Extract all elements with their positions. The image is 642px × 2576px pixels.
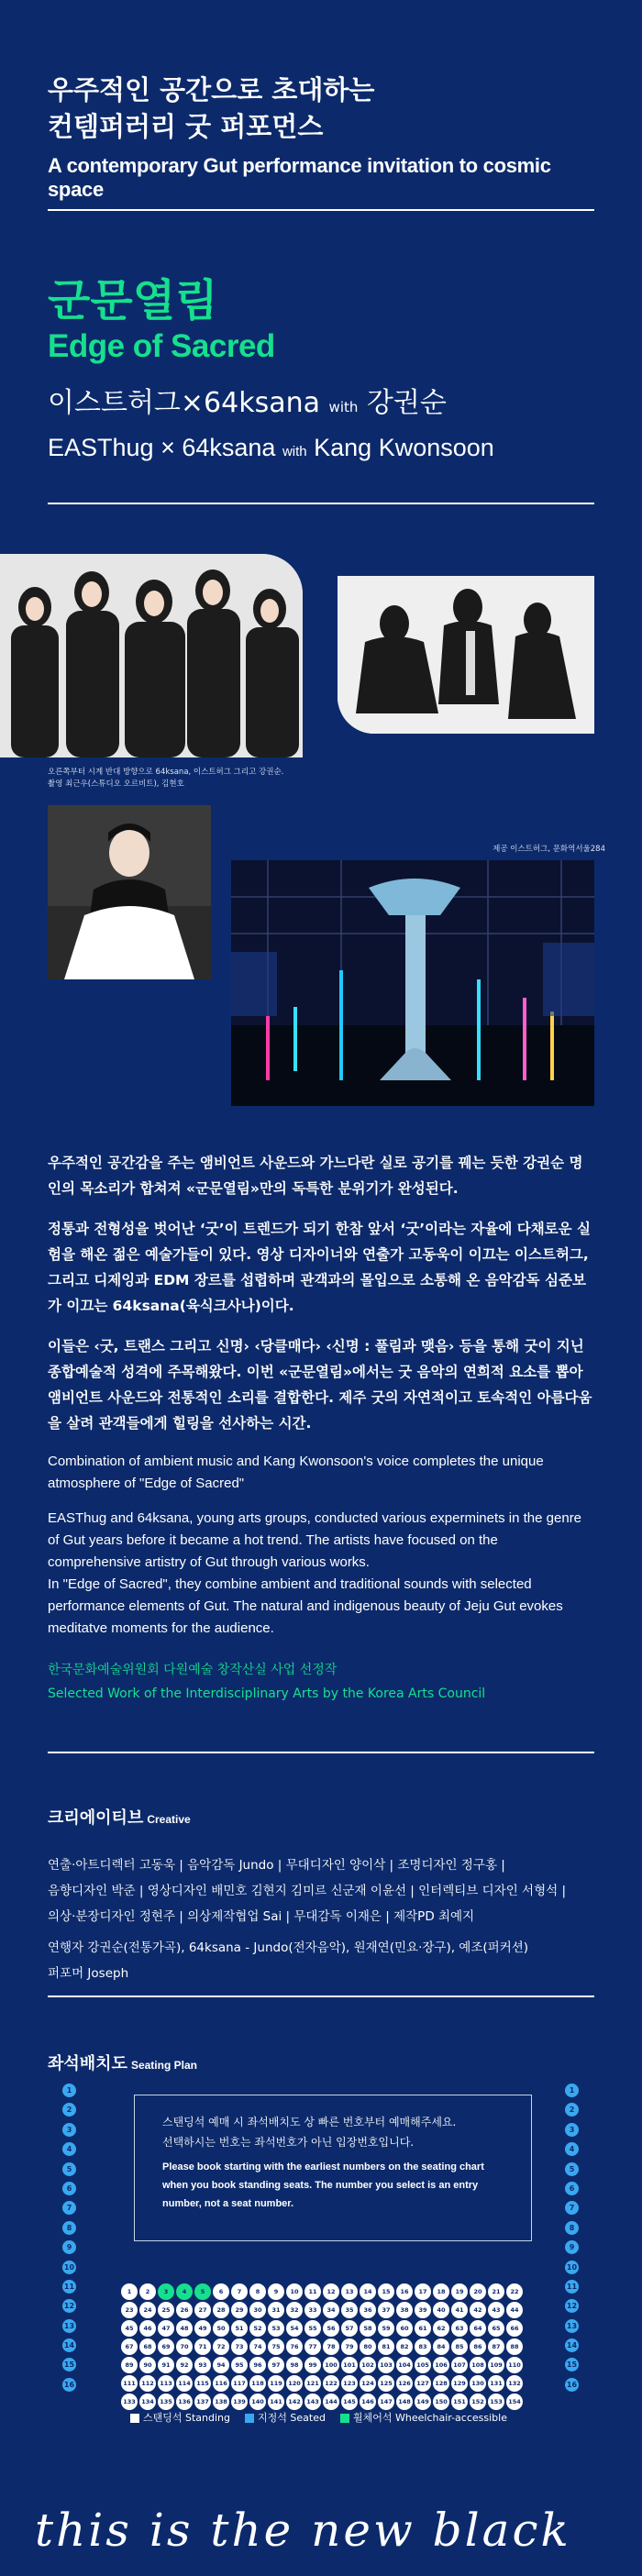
legend-standing-label-en: Standing bbox=[185, 2412, 231, 2424]
row-number: 11 bbox=[565, 2280, 579, 2294]
seat[interactable]: 123 bbox=[341, 2375, 358, 2392]
seat[interactable]: 98 bbox=[286, 2357, 303, 2373]
seat[interactable]: 65 bbox=[488, 2320, 504, 2337]
seated-swatch bbox=[245, 2414, 254, 2423]
seat[interactable]: 132 bbox=[506, 2375, 523, 2392]
seat[interactable]: 32 bbox=[286, 2302, 303, 2318]
legend-wheel-label: 휠체어석 bbox=[352, 2412, 393, 2424]
row-numbers-left bbox=[62, 2084, 79, 2397]
award-note-ko: 한국문화예술위원회 다원예술 창작산실 사업 선정작 bbox=[48, 1663, 338, 1677]
seat[interactable]: 3 bbox=[158, 2283, 174, 2300]
seat[interactable]: 53 bbox=[268, 2320, 284, 2337]
credits-line: 의상·분장디자인 정현주 | 의상제작협업 Sai | 무대감독 이재은 | 제작PD 최예지 bbox=[48, 1909, 475, 1924]
seat[interactable]: 15 bbox=[378, 2283, 394, 2300]
seat[interactable]: 146 bbox=[360, 2394, 376, 2410]
seat[interactable]: 39 bbox=[415, 2302, 431, 2318]
artist-ko-main: 이스트허그×64ksana bbox=[48, 387, 320, 419]
seat[interactable]: 140 bbox=[249, 2394, 266, 2410]
seat[interactable]: 129 bbox=[451, 2375, 468, 2392]
description-p2: 정통과 전형성을 벗어난 ‘굿’이 트렌드가 되기 한참 앞서 ‘굿’이라는 자율에 다채로운 실험을 해온 젊은 예술가들이 있다. 영상 디자이너와 연출가 고동욱이 이끄는 이스트허그, 그리고 디제잉과 EDM 장르를 섭렵하며 관객과의 몰입으로 소통해 온 음악감독 심준보가 이끄는 64ksana(육식크사나)이다. bbox=[48, 1221, 591, 1314]
seat[interactable]: 67 bbox=[121, 2338, 138, 2355]
seating-notice bbox=[134, 2095, 532, 2241]
seat-row bbox=[121, 2375, 552, 2392]
seat[interactable]: 94 bbox=[213, 2357, 229, 2373]
portrait-photo bbox=[48, 805, 211, 979]
seat[interactable]: 143 bbox=[304, 2394, 321, 2410]
row-number: 16 bbox=[62, 2378, 76, 2392]
credits-line: 음향디자인 박준 | 영상디자인 배민호 김현지 김미르 신군재 이윤선 | 인터렉티브 디자인 서형석 | bbox=[48, 1884, 566, 1898]
row-number: 2 bbox=[62, 2103, 76, 2117]
seat[interactable]: 125 bbox=[378, 2375, 394, 2392]
seat[interactable]: 136 bbox=[176, 2394, 193, 2410]
seat[interactable]: 138 bbox=[213, 2394, 229, 2410]
work-info bbox=[48, 275, 594, 470]
notice-en: Please book starting with the earliest numbers on the seating chart when you book standing seats. The number you select is an entry number, not a seat number. bbox=[162, 2161, 484, 2209]
seat[interactable]: 21 bbox=[488, 2283, 504, 2300]
seat[interactable]: 9 bbox=[268, 2283, 284, 2300]
seat[interactable]: 152 bbox=[470, 2394, 486, 2410]
description-p3: 이들은 ‹굿, 트랜스 그리고 신명› ‹당클매다› ‹신명 : 풀림과 맺음› 등을 통해 굿이 지닌 종합예술적 성격에 주목해왔다. 이번 «군문열림»에서는 굿 음악의 연희적 요소를 뽑아 앰비언트 사운드와 전통적인 소리를 결합한다. 제주 굿의 자연적이고 토속적인 아름다움을 살려 관객들에게 힐링을 선사하는 시간. bbox=[48, 1338, 592, 1432]
photo-caption-right: 제공 이스트허그, 문화역서울284 bbox=[493, 845, 605, 854]
seat[interactable]: 79 bbox=[341, 2338, 358, 2355]
row-number: 10 bbox=[62, 2261, 76, 2274]
row-number: 16 bbox=[565, 2378, 579, 2392]
row-number: 14 bbox=[565, 2338, 579, 2352]
seat[interactable]: 54 bbox=[286, 2320, 303, 2337]
row-number: 1 bbox=[565, 2084, 579, 2097]
row-number: 7 bbox=[62, 2201, 76, 2215]
divider bbox=[48, 1996, 594, 1997]
creative-title bbox=[48, 1805, 191, 1829]
work-title-en: Edge of Sacred bbox=[48, 328, 275, 364]
credits-line: 퍼포머 Joseph bbox=[48, 1966, 129, 1981]
row-number: 12 bbox=[62, 2299, 76, 2313]
seat[interactable]: 76 bbox=[286, 2338, 303, 2355]
seat[interactable]: 87 bbox=[488, 2338, 504, 2355]
seat[interactable]: 74 bbox=[249, 2338, 266, 2355]
credits-list bbox=[48, 1852, 598, 1986]
seat[interactable]: 80 bbox=[360, 2338, 376, 2355]
seat[interactable]: 55 bbox=[304, 2320, 321, 2337]
seat[interactable]: 63 bbox=[451, 2320, 468, 2337]
seat[interactable]: 78 bbox=[323, 2338, 339, 2355]
seat[interactable]: 112 bbox=[139, 2375, 156, 2392]
seat[interactable]: 60 bbox=[396, 2320, 413, 2337]
seat[interactable]: 128 bbox=[433, 2375, 449, 2392]
row-number: 9 bbox=[565, 2240, 579, 2254]
seat[interactable]: 16 bbox=[396, 2283, 413, 2300]
seat[interactable]: 46 bbox=[139, 2320, 156, 2337]
seat[interactable]: 153 bbox=[488, 2394, 504, 2410]
seat[interactable]: 27 bbox=[194, 2302, 211, 2318]
seat[interactable]: 12 bbox=[323, 2283, 339, 2300]
seat[interactable]: 4 bbox=[176, 2283, 193, 2300]
seat[interactable]: 85 bbox=[451, 2338, 468, 2355]
row-number: 3 bbox=[565, 2123, 579, 2137]
seat[interactable]: 130 bbox=[470, 2375, 486, 2392]
seat[interactable]: 48 bbox=[176, 2320, 193, 2337]
row-number: 8 bbox=[62, 2221, 76, 2235]
seat[interactable]: 30 bbox=[249, 2302, 266, 2318]
notice-ko-1: 스탠딩석 예매 시 좌석배치도 상 빠른 번호부터 예매해주세요. bbox=[162, 2116, 457, 2128]
seat[interactable]: 18 bbox=[433, 2283, 449, 2300]
seat[interactable]: 19 bbox=[451, 2283, 468, 2300]
tagline bbox=[28, 2493, 614, 2566]
seat[interactable]: 91 bbox=[158, 2357, 174, 2373]
seat[interactable]: 29 bbox=[231, 2302, 248, 2318]
row-number: 14 bbox=[62, 2338, 76, 2352]
legend-wheel-label-en: Wheelchair-accessible bbox=[395, 2412, 507, 2424]
seat[interactable]: 134 bbox=[139, 2394, 156, 2410]
legend-wheel bbox=[340, 2410, 507, 2425]
award-note-en: Selected Work of the Interdisciplinary Arts by the Korea Arts Council bbox=[48, 1686, 486, 1701]
seat[interactable]: 119 bbox=[268, 2375, 284, 2392]
seating-plan bbox=[48, 2084, 594, 2432]
seat[interactable]: 121 bbox=[304, 2375, 321, 2392]
photo-caption-left: 오른쪽부터 시계 반대 방향으로 64ksana, 이스트허그 그리고 강권순. 촬영 최근우(스튜디오 오르비트), 김현호 bbox=[48, 768, 284, 789]
seat[interactable]: 20 bbox=[470, 2283, 486, 2300]
seat[interactable]: 1 bbox=[121, 2283, 138, 2300]
row-number: 3 bbox=[62, 2123, 76, 2137]
seat[interactable]: 116 bbox=[213, 2375, 229, 2392]
seat[interactable]: 47 bbox=[158, 2320, 174, 2337]
row-number: 15 bbox=[565, 2358, 579, 2371]
seat-row bbox=[121, 2283, 552, 2300]
seat[interactable]: 118 bbox=[249, 2375, 266, 2392]
tagline-script bbox=[28, 2493, 614, 2566]
seat[interactable]: 69 bbox=[158, 2338, 174, 2355]
row-number: 12 bbox=[565, 2299, 579, 2313]
work-title-ko: 군문열림 bbox=[48, 275, 218, 326]
seat[interactable]: 23 bbox=[121, 2302, 138, 2318]
seat[interactable]: 51 bbox=[231, 2320, 248, 2337]
seat[interactable]: 8 bbox=[249, 2283, 266, 2300]
seat[interactable]: 22 bbox=[506, 2283, 523, 2300]
seat[interactable]: 149 bbox=[415, 2394, 431, 2410]
wheelchair-swatch bbox=[340, 2414, 349, 2423]
divider bbox=[48, 503, 594, 504]
seat[interactable]: 56 bbox=[323, 2320, 339, 2337]
seat[interactable]: 82 bbox=[396, 2338, 413, 2355]
divider bbox=[48, 209, 594, 211]
seat[interactable]: 58 bbox=[360, 2320, 376, 2337]
seat[interactable]: 25 bbox=[158, 2302, 174, 2318]
seat[interactable]: 84 bbox=[433, 2338, 449, 2355]
tagline-text: this is the new black bbox=[35, 2504, 571, 2557]
seat[interactable]: 66 bbox=[506, 2320, 523, 2337]
creative-title-en: Creative bbox=[147, 1813, 191, 1826]
row-number: 10 bbox=[565, 2261, 579, 2274]
seat[interactable]: 44 bbox=[506, 2302, 523, 2318]
seat[interactable]: 110 bbox=[506, 2357, 523, 2373]
seat[interactable]: 26 bbox=[176, 2302, 193, 2318]
legend-standing bbox=[130, 2410, 230, 2425]
seat[interactable]: 45 bbox=[121, 2320, 138, 2337]
seat[interactable]: 131 bbox=[488, 2375, 504, 2392]
seat[interactable]: 73 bbox=[231, 2338, 248, 2355]
seat[interactable]: 17 bbox=[415, 2283, 431, 2300]
seat[interactable]: 133 bbox=[121, 2394, 138, 2410]
seat[interactable]: 147 bbox=[378, 2394, 394, 2410]
seat[interactable]: 11 bbox=[304, 2283, 321, 2300]
credits-line: 연출·아트디렉터 고동욱 | 음악감독 Jundo | 무대디자인 양이삭 | 조명디자인 정구홍 | bbox=[48, 1858, 505, 1873]
seat[interactable]: 34 bbox=[323, 2302, 339, 2318]
seat[interactable]: 105 bbox=[415, 2357, 431, 2373]
seat[interactable]: 97 bbox=[268, 2357, 284, 2373]
seat[interactable]: 61 bbox=[415, 2320, 431, 2337]
seating-legend bbox=[130, 2410, 507, 2425]
seat[interactable]: 120 bbox=[286, 2375, 303, 2392]
seat[interactable]: 57 bbox=[341, 2320, 358, 2337]
group-photo-five bbox=[0, 554, 303, 757]
seat[interactable]: 108 bbox=[470, 2357, 486, 2373]
row-number: 1 bbox=[62, 2084, 76, 2097]
stage-photo bbox=[231, 860, 594, 1106]
seat-row bbox=[121, 2302, 552, 2318]
legend-standing-label: 스탠딩석 bbox=[143, 2412, 183, 2424]
seat[interactable]: 14 bbox=[360, 2283, 376, 2300]
seat[interactable]: 83 bbox=[415, 2338, 431, 2355]
seat[interactable]: 59 bbox=[378, 2320, 394, 2337]
seat[interactable]: 40 bbox=[433, 2302, 449, 2318]
artist-en-main: EASThug × 64ksana bbox=[48, 434, 276, 461]
seat[interactable]: 127 bbox=[415, 2375, 431, 2392]
seat[interactable]: 41 bbox=[451, 2302, 468, 2318]
seat[interactable]: 42 bbox=[470, 2302, 486, 2318]
notice-ko-2: 선택하시는 번호는 좌석번호가 아닌 입장번호입니다. bbox=[162, 2136, 415, 2149]
seat[interactable]: 35 bbox=[341, 2302, 358, 2318]
seat[interactable]: 88 bbox=[506, 2338, 523, 2355]
seat[interactable]: 7 bbox=[231, 2283, 248, 2300]
seat[interactable]: 148 bbox=[396, 2394, 413, 2410]
artist-ko-guest: 강권순 bbox=[366, 387, 447, 419]
hero bbox=[48, 72, 594, 202]
seat[interactable]: 113 bbox=[158, 2375, 174, 2392]
artist-en bbox=[48, 429, 594, 470]
seat[interactable]: 145 bbox=[341, 2394, 358, 2410]
row-number: 13 bbox=[62, 2319, 76, 2333]
seat[interactable]: 150 bbox=[433, 2394, 449, 2410]
divider bbox=[48, 1752, 594, 1753]
seat[interactable]: 10 bbox=[286, 2283, 303, 2300]
seat[interactable]: 36 bbox=[360, 2302, 376, 2318]
seat[interactable]: 92 bbox=[176, 2357, 193, 2373]
seat[interactable]: 101 bbox=[341, 2357, 358, 2373]
seat-row bbox=[121, 2357, 552, 2373]
seat[interactable]: 122 bbox=[323, 2375, 339, 2392]
credits-line: 연행자 강권순(전통가곡), 64ksana - Jundo(전자음악), 원재연(민요·장구), 예조(퍼커션) bbox=[48, 1940, 529, 1955]
seat[interactable]: 106 bbox=[433, 2357, 449, 2373]
seat[interactable]: 96 bbox=[249, 2357, 266, 2373]
seat[interactable]: 2 bbox=[139, 2283, 156, 2300]
row-number: 5 bbox=[62, 2162, 76, 2176]
seat[interactable]: 24 bbox=[139, 2302, 156, 2318]
seat[interactable]: 52 bbox=[249, 2320, 266, 2337]
hero-title-ko: 우주적인 공간으로 초대하는 컨템퍼러리 굿 퍼포먼스 bbox=[48, 74, 375, 142]
seat[interactable]: 90 bbox=[139, 2357, 156, 2373]
seat[interactable]: 89 bbox=[121, 2357, 138, 2373]
row-number: 15 bbox=[62, 2358, 76, 2371]
seat[interactable]: 137 bbox=[194, 2394, 211, 2410]
seating-title-ko: 좌석배치도 bbox=[48, 2054, 127, 2073]
artist-en-guest: Kang Kwonsoon bbox=[314, 434, 494, 461]
row-numbers-right bbox=[565, 2084, 581, 2397]
row-number: 13 bbox=[565, 2319, 579, 2333]
description-p1: 우주적인 공간감을 주는 앰비언트 사운드와 가느다란 실로 공기를 꿰는 듯한 강권순 명인의 목소리가 합쳐져 «군문열림»만의 독특한 분위기가 완성된다. bbox=[48, 1155, 583, 1197]
seat[interactable]: 13 bbox=[341, 2283, 358, 2300]
seat[interactable]: 37 bbox=[378, 2302, 394, 2318]
seat[interactable]: 77 bbox=[304, 2338, 321, 2355]
seat[interactable]: 102 bbox=[360, 2357, 376, 2373]
seat[interactable]: 71 bbox=[194, 2338, 211, 2355]
seat[interactable]: 104 bbox=[396, 2357, 413, 2373]
artist-ko bbox=[48, 385, 594, 426]
seat[interactable]: 86 bbox=[470, 2338, 486, 2355]
seat[interactable]: 154 bbox=[506, 2394, 523, 2410]
seat[interactable]: 135 bbox=[158, 2394, 174, 2410]
seat[interactable]: 100 bbox=[323, 2357, 339, 2373]
row-number: 4 bbox=[565, 2142, 579, 2156]
seat[interactable]: 72 bbox=[213, 2338, 229, 2355]
description-en1: Combination of ambient music and Kang Kwonsoon's voice completes the unique atmosphere of "Edge of Sacred" bbox=[48, 1454, 544, 1491]
seat[interactable]: 50 bbox=[213, 2320, 229, 2337]
seat[interactable]: 33 bbox=[304, 2302, 321, 2318]
seat[interactable]: 81 bbox=[378, 2338, 394, 2355]
legend-seated-label: 지정석 bbox=[258, 2412, 287, 2424]
seat[interactable]: 126 bbox=[396, 2375, 413, 2392]
hero-title-en: A contemporary Gut performance invitation to cosmic space bbox=[48, 154, 551, 201]
seat[interactable]: 93 bbox=[194, 2357, 211, 2373]
seating-title bbox=[48, 2051, 197, 2074]
row-number: 11 bbox=[62, 2280, 76, 2294]
seat[interactable]: 107 bbox=[451, 2357, 468, 2373]
artist-en-with: with bbox=[282, 444, 307, 459]
seat-row bbox=[121, 2394, 552, 2410]
seat[interactable]: 151 bbox=[451, 2394, 468, 2410]
description-en2: EASThug and 64ksana, young arts groups, conducted various experminets in the genre of Gut years before it became a hot trend. The artists have focused on the comprehensive artistry of Gut through various works. In "Edge of Sacred", they combine ambient and traditional sounds with selected performance elements of Gut. The natural and indigenous beauty of Jeju Gut evokes meditatve moments for the audience. bbox=[48, 1510, 582, 1636]
legend-seated-label-en: Seated bbox=[290, 2412, 326, 2424]
seat[interactable]: 142 bbox=[286, 2394, 303, 2410]
seat-row bbox=[121, 2338, 552, 2355]
seat[interactable]: 68 bbox=[139, 2338, 156, 2355]
seat[interactable]: 70 bbox=[176, 2338, 193, 2355]
seat[interactable]: 31 bbox=[268, 2302, 284, 2318]
seat[interactable]: 43 bbox=[488, 2302, 504, 2318]
creative-title-ko: 크리에이티브 bbox=[48, 1808, 144, 1828]
artist-ko-with: with bbox=[328, 399, 359, 415]
seat-row bbox=[121, 2320, 552, 2337]
standing-swatch bbox=[130, 2414, 139, 2423]
group-photo-three bbox=[338, 576, 594, 734]
seating-title-en: Seating Plan bbox=[130, 2059, 197, 2072]
seat[interactable]: 139 bbox=[231, 2394, 248, 2410]
seat[interactable]: 103 bbox=[378, 2357, 394, 2373]
legend-seated bbox=[245, 2410, 326, 2425]
seat[interactable]: 5 bbox=[194, 2283, 211, 2300]
seat[interactable]: 117 bbox=[231, 2375, 248, 2392]
seat[interactable]: 109 bbox=[488, 2357, 504, 2373]
row-number: 6 bbox=[565, 2182, 579, 2195]
seat[interactable]: 38 bbox=[396, 2302, 413, 2318]
row-number: 2 bbox=[565, 2103, 579, 2117]
description bbox=[48, 1150, 594, 1706]
seat[interactable]: 144 bbox=[323, 2394, 339, 2410]
row-number: 7 bbox=[565, 2201, 579, 2215]
row-number: 6 bbox=[62, 2182, 76, 2195]
row-number: 4 bbox=[62, 2142, 76, 2156]
seat[interactable]: 114 bbox=[176, 2375, 193, 2392]
seat[interactable]: 124 bbox=[360, 2375, 376, 2392]
seat[interactable]: 64 bbox=[470, 2320, 486, 2337]
seat[interactable]: 111 bbox=[121, 2375, 138, 2392]
seat[interactable]: 6 bbox=[213, 2283, 229, 2300]
row-number: 9 bbox=[62, 2240, 76, 2254]
seat[interactable]: 99 bbox=[304, 2357, 321, 2373]
seat[interactable]: 49 bbox=[194, 2320, 211, 2337]
seat[interactable]: 141 bbox=[268, 2394, 284, 2410]
seat[interactable]: 28 bbox=[213, 2302, 229, 2318]
seat-grid bbox=[121, 2283, 552, 2412]
seat[interactable]: 62 bbox=[433, 2320, 449, 2337]
seat[interactable]: 75 bbox=[268, 2338, 284, 2355]
seat[interactable]: 95 bbox=[231, 2357, 248, 2373]
seat[interactable]: 115 bbox=[194, 2375, 211, 2392]
row-number: 5 bbox=[565, 2162, 579, 2176]
row-number: 8 bbox=[565, 2221, 579, 2235]
